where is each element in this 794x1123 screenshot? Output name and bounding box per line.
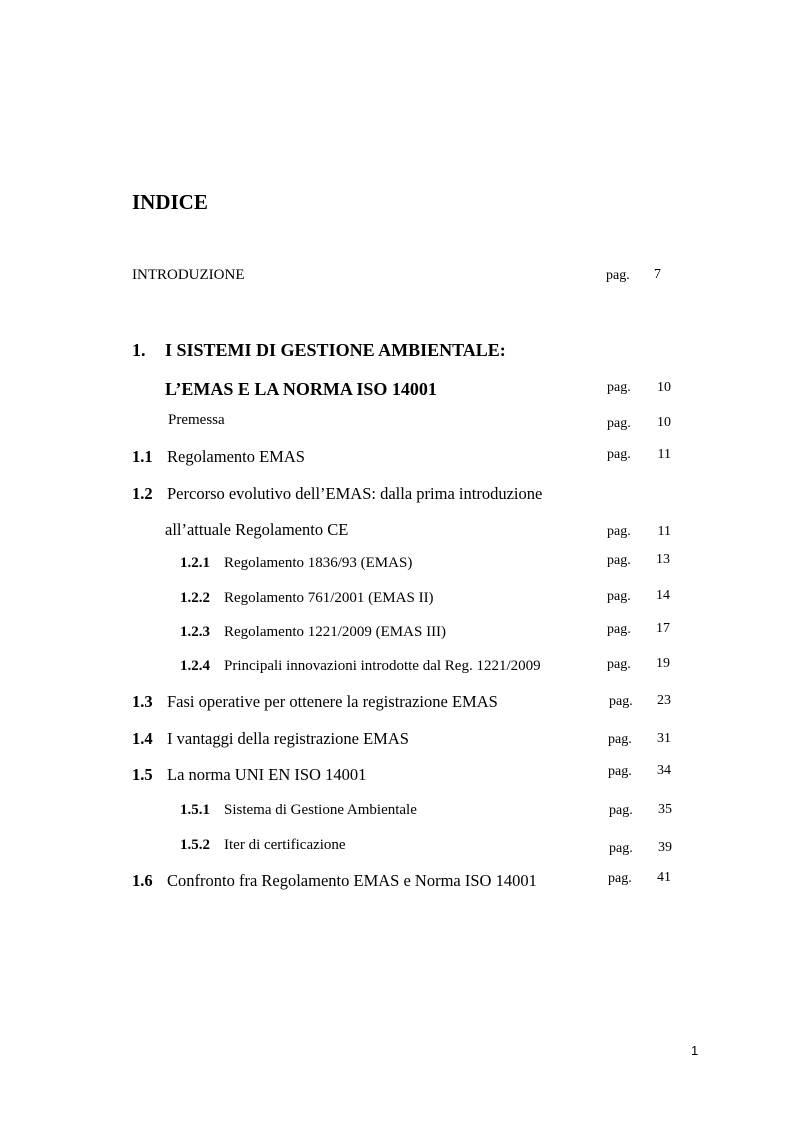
toc-entry-pag: pag.	[609, 803, 633, 818]
toc-entry-page: 11	[657, 447, 671, 462]
toc-entry-pag: pag.	[607, 589, 631, 604]
toc-entry-page: 17	[656, 621, 670, 636]
toc-intro-page: 7	[654, 267, 661, 282]
toc-entry-page: 19	[656, 656, 670, 671]
toc-chapter-page: 10	[657, 380, 671, 395]
toc-intro-pag: pag.	[606, 268, 630, 283]
toc-entry-page: 41	[657, 870, 671, 885]
toc-entry-page: 13	[656, 552, 670, 567]
toc-entry-num: 1.2.4	[180, 658, 210, 674]
toc-entry-page: 23	[657, 693, 671, 708]
toc-intro-label: INTRODUZIONE	[132, 267, 245, 283]
toc-entry-pag: pag.	[607, 447, 631, 462]
toc-entry-label: Principali innovazioni introdotte dal Reg. 1221/2009	[224, 658, 541, 674]
toc-entry-label: Regolamento EMAS	[167, 447, 305, 466]
toc-entry-label: Sistema di Gestione Ambientale	[224, 802, 417, 818]
toc-chapter-pag: pag.	[607, 380, 631, 395]
toc-premessa-label: Premessa	[168, 412, 225, 428]
toc-entry-num: 1.4	[132, 729, 153, 748]
toc-entry-num: 1.6	[132, 871, 153, 890]
toc-entry-label: Regolamento 1221/2009 (EMAS III)	[224, 624, 447, 640]
toc-chapter-title-line2: L’EMAS E LA NORMA ISO 14001	[165, 379, 437, 399]
toc-entry-page: 11	[657, 524, 671, 539]
toc-entry-num: 1.5.1	[180, 802, 210, 818]
toc-entry-label: Confronto fra Regolamento EMAS e Norma ISO 14001	[167, 871, 537, 890]
toc-entry-label: Regolamento 761/2001 (EMAS II)	[224, 590, 434, 606]
toc-entry-page: 39	[658, 840, 672, 855]
toc-chapter-title-line1: I SISTEMI DI GESTIONE AMBIENTALE:	[165, 340, 506, 360]
toc-premessa-pag: pag.	[607, 416, 631, 431]
toc-entry-label: Regolamento 1836/93 (EMAS)	[224, 555, 413, 571]
toc-premessa-page: 10	[657, 415, 671, 430]
toc-entry-page: 34	[657, 763, 671, 778]
toc-entry-label: Percorso evolutivo dell’EMAS: dalla prima introduzione	[167, 484, 543, 503]
toc-entry-num: 1.2	[132, 484, 153, 503]
page-title: INDICE	[132, 190, 208, 214]
toc-entry-num: 1.3	[132, 692, 153, 711]
toc-entry-page: 35	[658, 802, 672, 817]
toc-entry-label: I vantaggi della registrazione EMAS	[167, 729, 409, 748]
toc-entry-pag: pag.	[609, 694, 633, 709]
toc-entry-pag: pag.	[607, 657, 631, 672]
toc-entry-page: 14	[656, 588, 670, 603]
toc-entry-label-line2: all’attuale Regolamento CE	[165, 520, 349, 539]
toc-entry-pag: pag.	[607, 553, 631, 568]
toc-entry-num: 1.2.2	[180, 590, 210, 606]
toc-entry-page: 31	[657, 731, 671, 746]
toc-chapter-number: 1.	[132, 340, 146, 360]
page-number: 1	[691, 1043, 699, 1058]
toc-entry-pag: pag.	[607, 622, 631, 637]
toc-entry-pag: pag.	[608, 732, 632, 747]
toc-entry-num: 1.5	[132, 765, 153, 784]
toc-entry-pag: pag.	[608, 871, 632, 886]
toc-entry-num: 1.1	[132, 447, 153, 466]
toc-entry-num: 1.2.3	[180, 624, 210, 640]
toc-entry-num: 1.2.1	[180, 555, 210, 571]
toc-entry-pag: pag.	[609, 841, 633, 856]
toc-entry-num: 1.5.2	[180, 837, 210, 853]
toc-entry-label: Iter di certificazione	[224, 837, 346, 853]
toc-entry-label: La norma UNI EN ISO 14001	[167, 765, 367, 784]
toc-entry-label: Fasi operative per ottenere la registrazione EMAS	[167, 692, 498, 711]
toc-entry-pag: pag.	[608, 764, 632, 779]
toc-entry-pag: pag.	[607, 524, 631, 539]
